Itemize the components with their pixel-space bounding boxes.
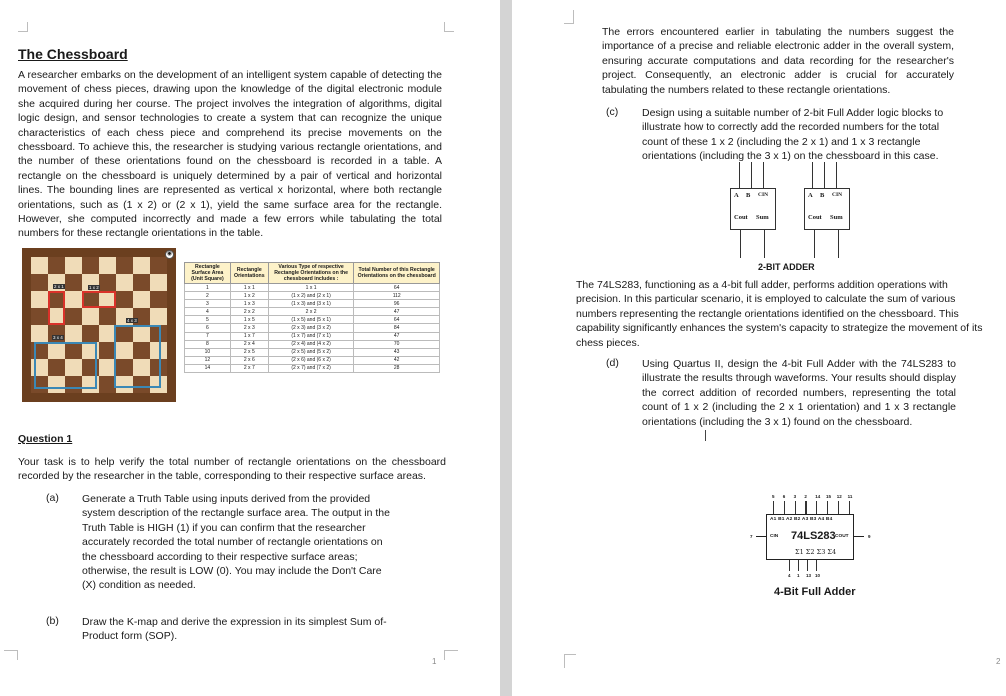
- table-cell: (1 x 7) and (7 x 1): [268, 332, 354, 340]
- table-cell: (1 x 5) and (5 x 1): [268, 316, 354, 324]
- cout-wire: [854, 536, 864, 537]
- part-b-label: (b): [46, 615, 59, 627]
- chip-inputs-label: A1 B1 A2 B2 A3 B3 A4 B4: [770, 517, 833, 522]
- board-square: [65, 325, 82, 342]
- board-label: 4 x 3: [127, 318, 137, 323]
- board-label: 1 x 2: [89, 285, 99, 290]
- output-wire: [814, 230, 815, 258]
- output-wire: [764, 230, 765, 258]
- table-cell: 1 x 3: [230, 300, 268, 308]
- board-square: [65, 274, 82, 291]
- board-square: [133, 274, 150, 291]
- page-number: 1: [432, 657, 437, 666]
- table-cell: (1 x 2) and (2 x 1): [268, 292, 354, 300]
- chip-top-pin-number: 5: [772, 494, 775, 499]
- table-row: [185, 316, 440, 324]
- board-square: [31, 325, 48, 342]
- output-wire: [740, 230, 741, 258]
- table-cell: (1 x 3) and (3 x 1): [268, 300, 354, 308]
- table-cell: 2 x 4: [230, 340, 268, 348]
- table-cell: 1: [185, 284, 231, 292]
- table-header: Total Number of this Rectangle Orientations on the chessboard: [354, 263, 440, 284]
- rectangle-orientation-table: [184, 262, 440, 373]
- chip-bottom-pin-wire: [798, 560, 799, 571]
- corner-mark: [564, 654, 576, 668]
- question-intro: Your task is to help verify the total number of rectangle orientations on the chessboard recorded by the researcher in the table, corresponding to their respective surface areas.: [18, 456, 446, 483]
- table-row: [185, 324, 440, 332]
- label-sum: Sum: [830, 214, 843, 221]
- chip-top-pin-number: 11: [847, 494, 853, 499]
- rect-3x4-highlight: [34, 342, 97, 389]
- board-square: [150, 308, 167, 325]
- table-cell: 2 x 6: [230, 356, 268, 364]
- adder-block-1: [730, 188, 776, 230]
- board-square: [65, 308, 82, 325]
- board-square: [48, 257, 65, 274]
- table-cell: 12: [185, 356, 231, 364]
- table-cell: 2 x 7: [230, 364, 268, 372]
- table-cell: (2 x 6) and (6 x 2): [268, 356, 354, 364]
- table-cell: 2 x 2: [268, 308, 354, 316]
- document-title: The Chessboard: [18, 46, 128, 62]
- table-cell: 64: [354, 316, 440, 324]
- table-cell: 1 x 1: [268, 284, 354, 292]
- corner-mark: [444, 650, 458, 660]
- label-cout: Cout: [734, 214, 748, 221]
- chip-body: [766, 514, 854, 560]
- input-wire: [824, 162, 825, 188]
- chip-bottom-pin-wire: [789, 560, 790, 571]
- document-page-1: [0, 0, 500, 696]
- table-row: [185, 300, 440, 308]
- table-cell: 112: [354, 292, 440, 300]
- board-square: [82, 308, 99, 325]
- board-square: [31, 274, 48, 291]
- chip-top-pin-wire: [838, 501, 839, 514]
- intro-paragraph: A researcher embarks on the development of an intelligent system capable of detecting the movement of chess pieces, drawing upon the knowledge of the digital electronic module she acquired during her course. The project involves the integration of algorithms, digital logic design, and sensor technologies to create a system that can recognize the unique characteristics of each chess piece and comprehend its precise movements on the chessboard. To achieve this, the researcher is studying various rectangle orientations, and the number of these orientations found on the chessboard is recorded in a table. A rectangle on the chessboard is uniquely determined by a pair of vertical and horizontal lines. The bounding lines are represented as vertical x horizontal, where both rectangle orientations, such as (1 x 2) or (2 x 1), yield the same surface area for the rectangle. However, she computed incorrectly and made a few errors while tabulating the total numbers for these rectangle orientations in the table.: [18, 69, 442, 240]
- table-row: [185, 348, 440, 356]
- chip-top-pins: [768, 494, 858, 514]
- chip-top-pin-wire: [795, 501, 796, 514]
- board-square: [116, 274, 133, 291]
- chip-right-pin: 9: [868, 534, 871, 539]
- table-body: [185, 284, 440, 373]
- rect-1x2-highlight: [82, 291, 116, 308]
- chip-top-pin-wire: [849, 501, 850, 514]
- board-square: [31, 291, 48, 308]
- chip-bottom-pin-number: 13: [806, 573, 812, 578]
- page-number: 2: [996, 657, 1001, 666]
- table-header: Rectangle Orientations: [230, 263, 268, 284]
- table-row: [185, 340, 440, 348]
- board-square: [150, 257, 167, 274]
- board-label: 2 x 1: [54, 284, 64, 289]
- question-title: Question 1: [18, 433, 73, 445]
- adder-block-2: [804, 188, 850, 230]
- rect-4x3-highlight: [114, 325, 161, 388]
- table-row: [185, 284, 440, 292]
- board-square: [31, 257, 48, 274]
- board-square: [99, 274, 116, 291]
- corner-mark: [444, 22, 454, 32]
- label-a: A: [734, 192, 739, 199]
- table-cell: 84: [354, 324, 440, 332]
- table-cell: 8: [185, 340, 231, 348]
- table-cell: 2 x 2: [230, 308, 268, 316]
- table-cell: 14: [185, 364, 231, 372]
- table-cell: 5: [185, 316, 231, 324]
- part-b-text: Draw the K-map and derive the expression in its simplest Sum of- Product form (SOP).: [82, 616, 387, 643]
- table-cell: 42: [354, 356, 440, 364]
- chip-cin-label: CIN: [770, 534, 779, 539]
- board-square: [133, 291, 150, 308]
- table-cell: 6: [185, 324, 231, 332]
- table-cell: 1 x 5: [230, 316, 268, 324]
- board-square: [150, 274, 167, 291]
- mid-paragraph: The 74LS283, functioning as a 4-bit full adder, performs addition operations with precision. In this particular scenario, it is employed to calculate the sum of various numbers representing the rectangle orientations identified on the chessboard. This capability significantly enhances the system's capacity to strategize the movement of its chess pieces.: [576, 279, 983, 349]
- table-cell: 3: [185, 300, 231, 308]
- board-square: [150, 291, 167, 308]
- table-cell: 10: [185, 348, 231, 356]
- part-c-text: Design using a suitable number of 2-bit Full Adder logic blocks to illustrate how to correctly add the recorded numbers for the total count of these 1 x 2 (including the 2 x 1) and 1 x 3 rectangle orientations (including the 3 x 1) on the chessboard in this case.: [642, 107, 944, 163]
- table-cell: 1 x 2: [230, 292, 268, 300]
- label-cout: Cout: [808, 214, 822, 221]
- table-row: [185, 292, 440, 300]
- label-sum: Sum: [756, 214, 769, 221]
- table-row: [185, 332, 440, 340]
- table-cell: 4: [185, 308, 231, 316]
- corner-mark: [4, 650, 18, 660]
- board-square: [116, 257, 133, 274]
- chip-sum-outputs: Σ1 Σ2 Σ3 Σ4: [795, 548, 837, 556]
- input-wire: [836, 162, 837, 188]
- table-row: [185, 364, 440, 372]
- input-wire: [751, 162, 752, 188]
- two-bit-adder-diagram: [730, 162, 854, 262]
- table-cell: 43: [354, 348, 440, 356]
- part-d-text: Using Quartus II, design the 4-bit Full Adder with the 74LS283 to illustrate the results through waveforms. Your results should display the correct addition of recorded numbers, representing the total count of 1 x 2 (including the 2 x 1 orientation) and 1 x 3 rectangle orientations (including the 3 x 1) found on the chessboard.: [642, 358, 956, 428]
- table-cell: 1 x 1: [230, 284, 268, 292]
- table-cell: 1 x 7: [230, 332, 268, 340]
- board-label: 3 x 4: [53, 335, 63, 340]
- board-square: [116, 291, 133, 308]
- adder-caption: 2-BIT ADDER: [758, 262, 815, 272]
- board-square: [65, 257, 82, 274]
- table-cell: 2 x 5: [230, 348, 268, 356]
- chip-bottom-pin-number: 1: [797, 573, 800, 578]
- part-d-label: (d): [606, 357, 619, 369]
- part-a-label: (a): [46, 492, 59, 504]
- chip-top-pin-wire: [773, 501, 774, 514]
- table-cell: 2: [185, 292, 231, 300]
- output-wire: [838, 230, 839, 258]
- table-cell: 70: [354, 340, 440, 348]
- label-b: B: [820, 192, 825, 199]
- chip-top-pin-wire: [827, 501, 828, 514]
- table-row: [185, 356, 440, 364]
- chip-caption: 4-Bit Full Adder: [774, 586, 856, 598]
- chip-top-pin-number: 2: [804, 494, 807, 499]
- chip-bottom-pin-number: 4: [788, 573, 791, 578]
- table-cell: (2 x 4) and (4 x 2): [268, 340, 354, 348]
- part-a-text: Generate a Truth Table using inputs derived from the provided system description of the rectangle surface area. The output in the Truth Table is HIGH (1) if you can confirm that the researcher accurately recorded the total number of rectangle orientations on the chessboard according to their respective surface areas; otherwise, the result is LOW (0). You may include the Don't Care (X) condition as needed.: [82, 493, 390, 592]
- label-b: B: [746, 192, 751, 199]
- table-cell: (2 x 5) and (5 x 2): [268, 348, 354, 356]
- chip-name: 74LS283: [791, 530, 836, 542]
- document-page-2: [512, 0, 1006, 696]
- page2-intro: The errors encountered earlier in tabulating the numbers suggest the importance of a precise and reliable electronic adder in the overall system, ensuring accurate computations and data recording for the researcher's project. Consequently, an electronic adder is crucial for accurately tabulating the numbers related to these rectangle orientations.: [602, 26, 954, 96]
- part-c-label: (c): [606, 106, 619, 118]
- table-header: Various Type of respective Rectangle Orientations on the chessboard includes :: [268, 263, 354, 284]
- table-cell: (2 x 7) and (7 x 2): [268, 364, 354, 372]
- table-row: [185, 308, 440, 316]
- chip-top-pin-number: 3: [793, 494, 797, 499]
- chip-bottom-pin-wire: [816, 560, 817, 571]
- lock-icon: ◉: [166, 251, 173, 257]
- label-cin: CIN: [758, 192, 769, 198]
- input-wire: [763, 162, 764, 188]
- input-wire: [739, 162, 740, 188]
- table-cell: 28: [354, 364, 440, 372]
- chip-left-pin: 7: [750, 534, 753, 539]
- chip-top-pin-number: 6: [782, 494, 786, 499]
- chip-top-pin-wire: [805, 501, 806, 514]
- board-square: [31, 308, 48, 325]
- table-cell: 96: [354, 300, 440, 308]
- board-square: [99, 257, 116, 274]
- table-cell: (2 x 3) and (3 x 2): [268, 324, 354, 332]
- chessboard-image: [22, 248, 176, 402]
- table-cell: 47: [354, 308, 440, 316]
- text-cursor: [705, 430, 706, 441]
- label-cin: CIN: [832, 192, 843, 198]
- cin-wire: [756, 536, 766, 537]
- chip-top-pin-number: 14: [815, 494, 821, 499]
- chip-top-pin-number: 15: [826, 494, 832, 499]
- input-wire: [812, 162, 813, 188]
- board-square: [133, 257, 150, 274]
- chip-top-pin-wire: [816, 501, 817, 514]
- chip-top-pin-number: 12: [836, 494, 842, 499]
- table-cell: 64: [354, 284, 440, 292]
- board-square: [99, 308, 116, 325]
- chip-bottom-pin-number: 10: [815, 573, 821, 578]
- chip-bottom-pins: [786, 560, 846, 582]
- table-cell: 47: [354, 332, 440, 340]
- rect-2x1-highlight: [48, 291, 65, 325]
- chip-bottom-pin-wire: [807, 560, 808, 571]
- board-square: [65, 291, 82, 308]
- table-cell: 7: [185, 332, 231, 340]
- board-square: [82, 325, 99, 342]
- table-header: Rectangle Surface Area (Unit Square): [185, 263, 231, 284]
- chip-top-pin-wire: [784, 501, 785, 514]
- label-a: A: [808, 192, 813, 199]
- corner-mark: [18, 22, 28, 32]
- table-cell: 2 x 3: [230, 324, 268, 332]
- board-square: [82, 257, 99, 274]
- corner-mark: [564, 10, 574, 24]
- chip-cout-label: COUT: [835, 534, 849, 539]
